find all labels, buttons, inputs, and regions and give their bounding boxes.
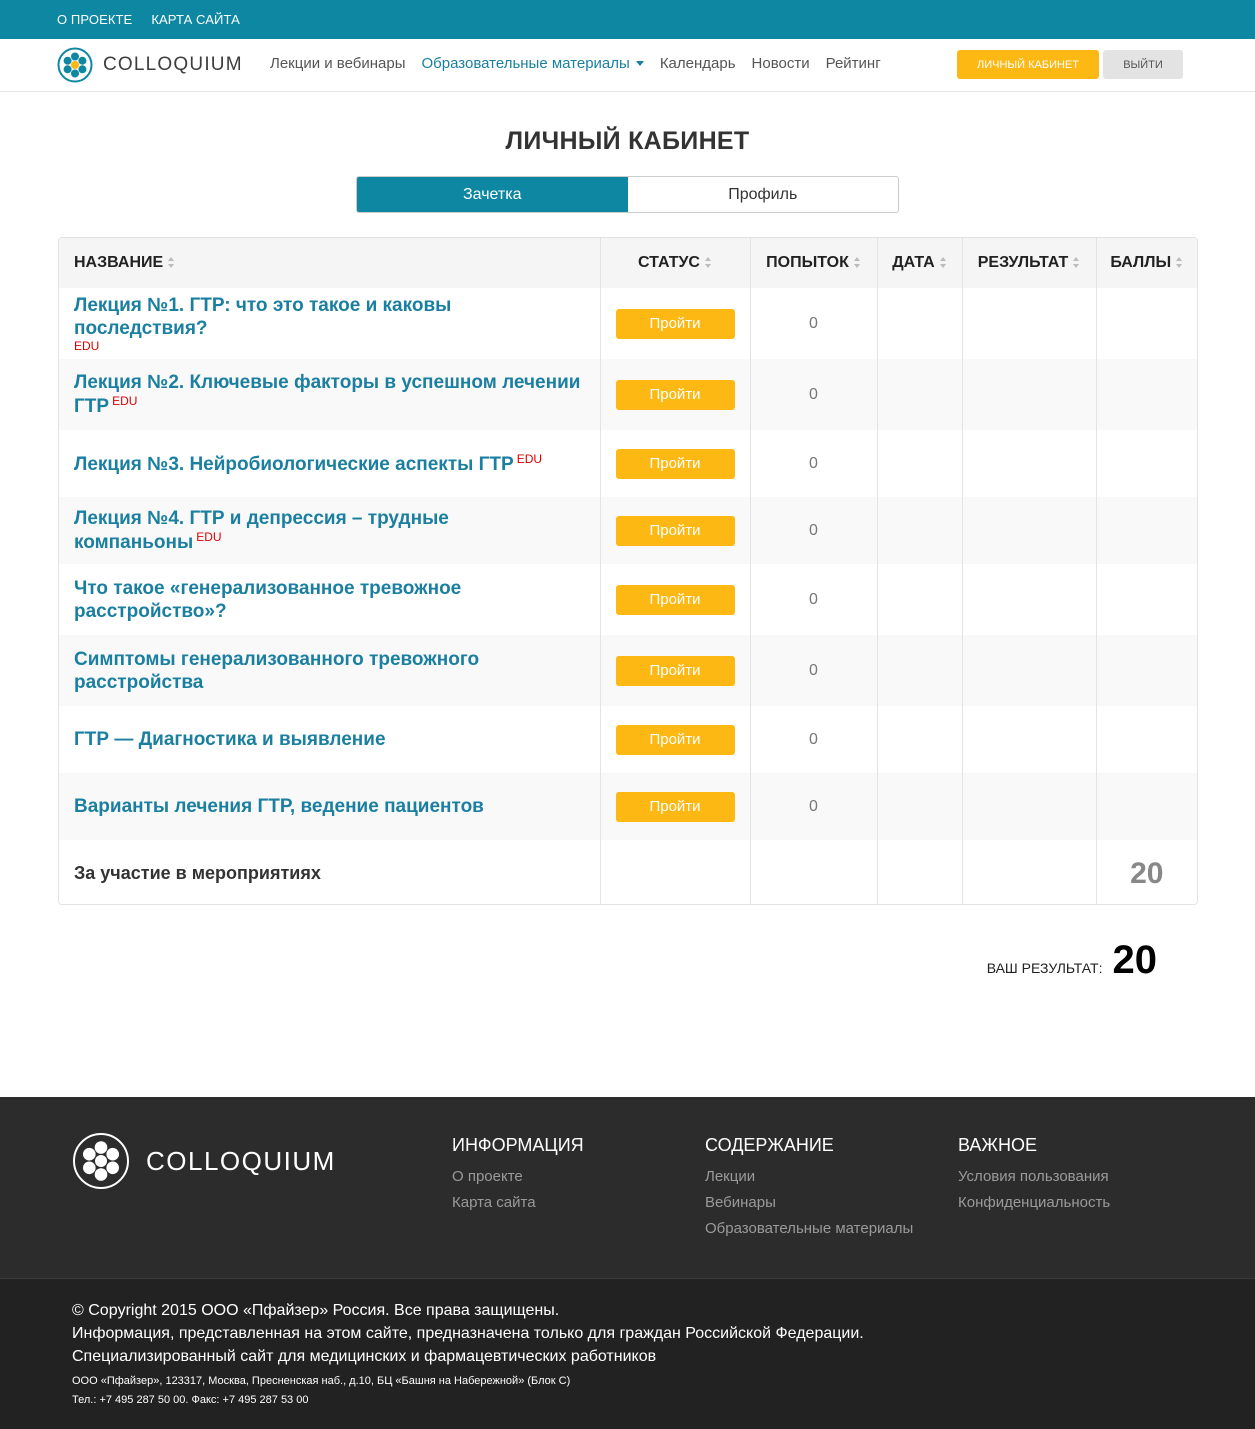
take-test-button[interactable]: Пройти xyxy=(616,309,735,339)
total-result xyxy=(987,938,1157,983)
sitemap-link[interactable]: КАРТА САЙТА xyxy=(151,12,240,27)
footer-important-title: ВАЖНОЕ xyxy=(958,1135,1038,1155)
status-cell xyxy=(600,497,750,564)
date-cell xyxy=(877,430,962,497)
status-cell xyxy=(600,430,750,497)
edu-badge: EDU xyxy=(74,339,100,353)
lecture-title-cell xyxy=(59,564,600,635)
sort-icon xyxy=(1073,257,1080,268)
footer-link-webinars[interactable]: Вебинары xyxy=(705,1194,776,1211)
points-cell xyxy=(1096,773,1197,840)
status-cell xyxy=(600,635,750,706)
attempts-cell: 0 xyxy=(750,430,877,497)
column-header-points[interactable] xyxy=(1096,238,1197,288)
footer-link-privacy[interactable]: Конфиденциальность xyxy=(958,1194,1111,1211)
result-value: 20 xyxy=(1112,938,1157,982)
take-test-button[interactable]: Пройти xyxy=(616,380,735,410)
footer-link-terms[interactable]: Условия пользования xyxy=(958,1168,1109,1185)
footer xyxy=(0,1097,1255,1278)
status-cell xyxy=(600,359,750,430)
lecture-link[interactable]: Что такое «генерализованное тревожное расстройство»? xyxy=(74,577,462,622)
result-cell xyxy=(962,840,1096,905)
tab-gradebook[interactable]: Зачетка xyxy=(357,177,628,212)
attempts-cell: 0 xyxy=(750,288,877,359)
top-bar xyxy=(0,0,1255,39)
result-cell xyxy=(962,430,1096,497)
take-test-button[interactable]: Пройти xyxy=(616,725,735,755)
status-cell xyxy=(600,840,750,905)
main-navbar xyxy=(0,39,1255,92)
column-header-label: ДАТА xyxy=(892,254,935,271)
column-header-result[interactable] xyxy=(962,238,1096,288)
edu-badge: EDU xyxy=(196,530,222,544)
participation-label: За участие в мероприятиях xyxy=(59,840,600,905)
column-header-date[interactable] xyxy=(877,238,962,288)
result-cell xyxy=(962,564,1096,635)
date-cell xyxy=(877,773,962,840)
lecture-link[interactable]: Варианты лечения ГТР, ведение пациентов xyxy=(74,796,484,817)
footer-brand[interactable] xyxy=(72,1132,336,1190)
take-test-button[interactable]: Пройти xyxy=(616,449,735,479)
take-test-button[interactable]: Пройти xyxy=(616,656,735,686)
lecture-title-cell xyxy=(59,288,600,359)
participation-row xyxy=(59,840,1197,905)
points-cell xyxy=(1096,288,1197,359)
column-header-label: ПОПЫТОК xyxy=(766,254,849,271)
cabinet-tabs xyxy=(356,176,899,213)
about-link[interactable]: О ПРОЕКТЕ xyxy=(57,12,133,27)
take-test-button[interactable]: Пройти xyxy=(616,792,735,822)
table-row xyxy=(59,773,1197,840)
table-row xyxy=(59,288,1197,359)
lecture-title-cell xyxy=(59,497,600,564)
result-cell xyxy=(962,359,1096,430)
lecture-link[interactable]: ГТР — Диагностика и выявление xyxy=(74,729,386,750)
table-header xyxy=(59,238,1197,288)
attempts-cell: 0 xyxy=(750,773,877,840)
audience-notice: Информация, представленная на этом сайте, предназначена только для граждан Российской Федерации. xyxy=(72,1325,864,1342)
sort-icon xyxy=(1176,257,1183,268)
tab-profile[interactable]: Профиль xyxy=(728,185,798,203)
footer-content-column xyxy=(705,1135,913,1242)
sort-icon xyxy=(940,257,947,268)
company-phones: Тел.: +7 495 287 50 00. Факс: +7 495 287 53 00 xyxy=(72,1394,309,1406)
result-cell xyxy=(962,706,1096,773)
lecture-link[interactable]: Лекция №1. ГТР: что это такое и каковы последствия? xyxy=(74,295,452,339)
lecture-title-cell xyxy=(59,706,600,773)
result-cell xyxy=(962,288,1096,359)
brand[interactable] xyxy=(57,47,243,83)
lecture-link[interactable]: Лекция №4. ГТР и депрессия – трудные компаньоны xyxy=(74,508,449,553)
date-cell xyxy=(877,840,962,905)
nav-lectures[interactable]: Лекции и вебинары xyxy=(270,55,406,72)
column-header-name[interactable] xyxy=(59,238,600,288)
participation-points xyxy=(1096,840,1197,905)
nav-materials-label: Образовательные материалы xyxy=(421,55,630,72)
footer-link-sitemap[interactable]: Карта сайта xyxy=(452,1194,536,1211)
lecture-title-cell xyxy=(59,359,600,430)
status-cell xyxy=(600,564,750,635)
points-cell xyxy=(1096,564,1197,635)
table-row xyxy=(59,564,1197,635)
nav-materials-dropdown[interactable] xyxy=(422,55,644,72)
sort-icon xyxy=(854,257,861,268)
date-cell xyxy=(877,635,962,706)
colloquium-logo-icon xyxy=(57,47,93,83)
chevron-down-icon xyxy=(636,61,644,66)
footer-info-title: ИНФОРМАЦИЯ xyxy=(452,1135,584,1155)
lecture-link[interactable]: Лекция №2. Ключевые факторы в успешном лечении ГТР xyxy=(74,372,581,417)
attempts-cell: 0 xyxy=(750,564,877,635)
attempts-cell: 0 xyxy=(750,359,877,430)
attempts-cell: 0 xyxy=(750,497,877,564)
footer-link-lectures[interactable]: Лекции xyxy=(705,1168,756,1185)
colloquium-logo-icon xyxy=(72,1132,130,1190)
attempts-cell xyxy=(750,840,877,905)
table-row xyxy=(59,359,1197,430)
footer-link-about[interactable]: О проекте xyxy=(452,1168,523,1185)
subfooter xyxy=(0,1278,1255,1429)
points-cell xyxy=(1096,359,1197,430)
company-address: ООО «Пфайзер», 123317, Москва, Пресненская наб., д.10, БЦ «Башня на Набережной» (Блок С) xyxy=(72,1375,571,1387)
result-cell xyxy=(962,497,1096,564)
column-header-label: РЕЗУЛЬТАТ xyxy=(977,254,1069,271)
nav-news[interactable]: Новости xyxy=(751,55,810,72)
status-cell xyxy=(600,288,750,359)
date-cell xyxy=(877,564,962,635)
table-row xyxy=(59,635,1197,706)
date-cell xyxy=(877,288,962,359)
logout-button[interactable]: ВЫЙТИ xyxy=(1103,50,1183,79)
table-row xyxy=(59,497,1197,564)
table-row xyxy=(59,706,1197,773)
sort-icon xyxy=(705,257,712,268)
column-header-label: СТАТУС xyxy=(638,254,700,271)
nav-calendar[interactable]: Календарь xyxy=(659,55,736,72)
footer-info-column xyxy=(452,1135,584,1216)
column-header-status[interactable] xyxy=(600,238,750,288)
specialized-notice: Специализированный сайт для медицинских и фармацевтических работников xyxy=(72,1348,657,1365)
column-header-label: БАЛЛЫ xyxy=(1110,254,1172,271)
edu-badge: EDU xyxy=(112,394,138,408)
result-cell xyxy=(962,773,1096,840)
copyright-text: © Copyright 2015 ООО «Пфайзер» Россия. Все права защищены. xyxy=(72,1302,560,1319)
points-value: 20 xyxy=(1130,856,1164,890)
lecture-title-cell xyxy=(59,430,600,497)
lecture-link[interactable]: Лекция №3. Нейробиологические аспекты ГТР xyxy=(74,453,514,475)
date-cell xyxy=(877,497,962,564)
take-test-button[interactable]: Пройти xyxy=(616,516,735,546)
footer-important-column xyxy=(958,1135,1110,1216)
edu-badge: EDU xyxy=(516,451,543,466)
take-test-button[interactable]: Пройти xyxy=(616,585,735,615)
page-title: ЛИЧНЫЙ КАБИНЕТ xyxy=(505,127,750,155)
result-cell xyxy=(962,635,1096,706)
attempts-cell: 0 xyxy=(750,706,877,773)
date-cell xyxy=(877,706,962,773)
nav-rating[interactable]: Рейтинг xyxy=(825,55,881,72)
nav-menu xyxy=(270,55,897,72)
date-cell xyxy=(877,359,962,430)
sort-icon xyxy=(168,257,175,268)
lecture-title-cell xyxy=(59,635,600,706)
column-header-label: НАЗВАНИЕ xyxy=(74,254,164,271)
points-cell xyxy=(1096,430,1197,497)
attempts-cell: 0 xyxy=(750,635,877,706)
column-header-attempts[interactable] xyxy=(750,238,877,288)
status-cell xyxy=(600,773,750,840)
gradebook-table xyxy=(58,237,1198,905)
table-row xyxy=(59,430,1197,497)
status-cell xyxy=(600,706,750,773)
lecture-link[interactable]: Симптомы генерализованного тревожного расстройства xyxy=(74,648,480,693)
result-label: ВАШ РЕЗУЛЬТАТ: xyxy=(986,960,1103,976)
cabinet-button[interactable]: ЛИЧНЫЙ КАБИНЕТ xyxy=(957,50,1099,79)
footer-link-materials[interactable]: Образовательные материалы xyxy=(705,1220,914,1237)
footer-brand-name: COLLOQUIUM xyxy=(146,1145,336,1176)
footer-content-title: СОДЕРЖАНИЕ xyxy=(705,1135,834,1155)
brand-name: COLLOQUIUM xyxy=(103,54,243,75)
lecture-title-cell xyxy=(59,773,600,840)
points-cell xyxy=(1096,635,1197,706)
points-cell xyxy=(1096,706,1197,773)
points-cell xyxy=(1096,497,1197,564)
